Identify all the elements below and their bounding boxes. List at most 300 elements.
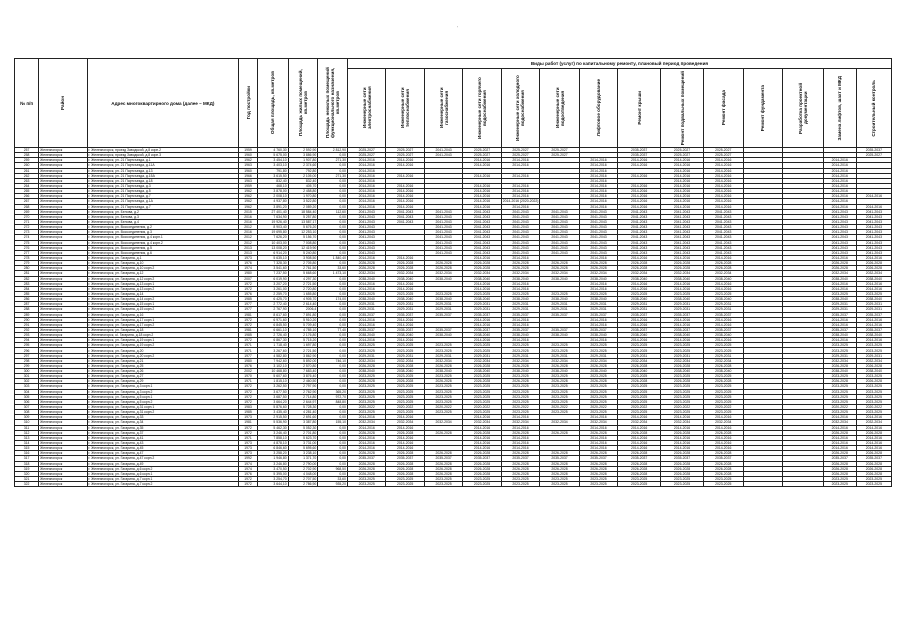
cell-row-num: 282 (15, 276, 39, 281)
cell-elec: 2038-2040 (347, 276, 385, 281)
cell-heat: 2014-2016 (386, 158, 424, 163)
cell-hotwater: 2014-2016 (463, 286, 501, 291)
cell-control: 2014-2016 (856, 338, 891, 343)
cell-area-nonres: 0,00 (318, 168, 348, 173)
cell-hotwater: 2014-2016 (463, 322, 501, 327)
cell-meters: 2014-2016 (823, 286, 856, 291)
cell-control: 2026-2028 (856, 363, 891, 368)
cell-meters: 2026-2028 (823, 363, 856, 368)
cell-row-num: 272 (15, 225, 39, 230)
cell-lift: 2014-2016 (579, 204, 617, 209)
cell-area-res: 2 570,80 (288, 363, 318, 368)
col-gas-header (424, 69, 462, 148)
cell-coldwater: 2041-2043 (501, 250, 539, 255)
cell-area: 7 237,50 (257, 271, 288, 276)
cell-year: 1980 (239, 271, 258, 276)
cell-row-num: 315 (15, 446, 39, 451)
cell-area-res: 2 089,20 (288, 204, 318, 209)
cell-coldwater: 2014-2016 (501, 173, 539, 178)
cell-year: 1972 (239, 425, 258, 430)
cell-address: г. Железногорск, ул. 21 Партсъезда, д.5 (87, 189, 239, 194)
cell-hotwater: 2038-2040 (463, 333, 501, 338)
cell-hotwater: 2035-2037 (463, 312, 501, 317)
cell-elec: 2023-2025 (347, 399, 385, 404)
cell-control: 2041-2043 (856, 219, 891, 224)
cell-area: 2 915,50 (257, 415, 288, 420)
col-lift-header (579, 69, 617, 148)
cell-heat: 2014-2016 (386, 415, 424, 420)
cell-coldwater: 2026-2028 (501, 266, 539, 271)
cell-lift: 2014-2016 (579, 338, 617, 343)
cell-row-num: 290 (15, 317, 39, 322)
cell-gas: 2026-2028 (424, 363, 462, 368)
cell-elec: 2026-2028 (347, 363, 385, 368)
cell-hotwater: 2032-2034 (463, 420, 501, 425)
cell-elec: 2014-2016 (347, 446, 385, 451)
cell-area-res: 3 876,40 (288, 374, 318, 379)
cell-coldwater: 2029-2031 (501, 307, 539, 312)
cell-control: 2038-2040 (856, 369, 891, 374)
cell-district: Железногорск (39, 322, 87, 327)
cell-control: 2029-2031 (856, 302, 891, 307)
cell-lift: 2014-2016 (579, 317, 617, 322)
cell-meters: 2023-2025 (823, 482, 856, 487)
cell-area-nonres: 0,00 (318, 204, 348, 209)
cell-district: Железногорск (39, 353, 87, 358)
cell-roof: 2014-2016 (618, 194, 661, 199)
cell-district: Железногорск (39, 250, 87, 255)
cell-basement: 2023-2025 (661, 394, 704, 399)
cell-row-num: 264 (15, 183, 39, 188)
cell-area-res: 2 720,80 (288, 286, 318, 291)
cell-facade: 2023-2025 (703, 394, 743, 399)
col-area-nonres-label: Площадь нежилых помещений функционального назначения, кв.метров (325, 67, 341, 139)
cell-facade: 2032-2034 (703, 420, 743, 425)
cell-hotwater: 2032-2034 (463, 358, 501, 363)
cell-control: 2038-2040 (856, 276, 891, 281)
cell-area-nonres: 0,00 (318, 291, 348, 296)
cell-basement: 2041-2043 (661, 214, 704, 219)
cell-area-nonres: 1 473,10 (318, 271, 348, 276)
cell-row-num: 314 (15, 441, 39, 446)
cell-area: 1 718,40 (257, 343, 288, 348)
cell-area: 468,10 (257, 183, 288, 188)
cell-meters: 2014-2016 (823, 199, 856, 204)
cell-meters: 2026-2028 (823, 461, 856, 466)
cell-coldwater: 2041-2043 (501, 245, 539, 250)
cell-hotwater: 2026-2028 (463, 363, 501, 368)
cell-year: 1973 (239, 451, 258, 456)
cell-facade: 2029-2031 (703, 307, 743, 312)
cell-lift: 2041-2043 (579, 245, 617, 250)
cell-elec: 2014-2016 (347, 199, 385, 204)
cell-area-res: 2 702,90 (288, 466, 318, 471)
cell-row-num: 322 (15, 482, 39, 487)
col-sewer-label: Инженерные сети водоотведения (554, 87, 565, 129)
cell-lift: 2032-2034 (579, 358, 617, 363)
cell-area: 6 425,70 (257, 297, 288, 302)
cell-hotwater: 2014-2016 (463, 446, 501, 451)
cell-sewer: 2026-2028 (540, 379, 580, 384)
cell-area-nonres: 0,00 (318, 410, 348, 415)
cell-sewer: 2026-2028 (540, 266, 580, 271)
cell-area-res: 3 387,80 (288, 420, 318, 425)
col-area-res-header (288, 59, 318, 148)
cell-lift: 2023-2025 (579, 394, 617, 399)
cell-basement: 2032-2034 (661, 271, 704, 276)
cell-area-nonres: 0,00 (318, 425, 348, 430)
cell-meters: 2014-2016 (823, 425, 856, 430)
cell-gas: 2035-2037 (424, 456, 462, 461)
cell-coldwater: 2041-2043 (501, 230, 539, 235)
cell-control: 2014-2016 (856, 281, 891, 286)
cell-heat: 2026-2028 (386, 261, 424, 266)
cell-gas: 2035-2037 (424, 327, 462, 332)
cell-meters: 2014-2016 (823, 163, 856, 168)
cell-area-nonres: 0,00 (318, 405, 348, 410)
cell-roof: 2026-2028 (618, 266, 661, 271)
col-heat-label: Инженерные сети теплоснабжения (400, 87, 411, 129)
cell-gas: 2035-2037 (424, 312, 462, 317)
cell-heat: 2014-2016 (386, 441, 424, 446)
cell-control: 2029-2031 (856, 353, 891, 358)
cell-lift: 2041-2043 (579, 225, 617, 230)
cell-area: 4 760,30 (257, 148, 288, 153)
cell-lift: 2026-2028 (579, 461, 617, 466)
cell-heat: 2026-2028 (386, 363, 424, 368)
cell-elec: 2041-2043 (347, 240, 385, 245)
cell-gas: 2023-2025 (424, 389, 462, 394)
cell-roof: 2026-2028 (618, 466, 661, 471)
cell-address: г. Железногорск, ул. Гагарина, д.47 (87, 451, 239, 456)
cell-area: 6 019,90 (257, 276, 288, 281)
col-roof-header (618, 69, 661, 148)
cell-address: г. Железногорск, ул. Белова, д.4 (87, 219, 239, 224)
cell-roof: 2023-2025 (618, 389, 661, 394)
cell-basement: 2038-2040 (661, 369, 704, 374)
cell-coldwater: 2014-2016 (501, 189, 539, 194)
cell-elec: 2026-2028 (347, 379, 385, 384)
cell-elec: 2032-2034 (347, 420, 385, 425)
cell-basement: 2025-2027 (661, 148, 704, 153)
cell-coldwater: 2020-2022 (501, 405, 539, 410)
cell-heat: 2032-2034 (386, 271, 424, 276)
cell-area-nonres: 0,00 (318, 312, 348, 317)
cell-facade: 2032-2034 (703, 358, 743, 363)
cell-area-res: 3 908,50 (288, 255, 318, 260)
cell-heat: 2014-2016 (386, 322, 424, 327)
cell-district: Железногорск (39, 338, 87, 343)
cell-gas: 2023-2025 (424, 348, 462, 353)
cell-heat: 2026-2028 (386, 430, 424, 435)
cell-district: Железногорск (39, 384, 87, 389)
cell-area-nonres: 746,10 (318, 358, 348, 363)
cell-year: 1972 (239, 482, 258, 487)
cell-sewer: 2032-2034 (540, 358, 580, 363)
cell-area: 8 617,60 (257, 312, 288, 317)
cell-elec: 2029-2031 (347, 353, 385, 358)
cell-roof: 2014-2016 (618, 281, 661, 286)
cell-lift: 2023-2025 (579, 477, 617, 482)
cell-roof: 2014-2016 (618, 173, 661, 178)
cell-area-nonres: 0,00 (318, 281, 348, 286)
cell-year: 1973 (239, 255, 258, 260)
cell-hotwater: 2023-2025 (463, 374, 501, 379)
cell-hotwater: 2041-2043 (463, 245, 501, 250)
cell-coldwater: 2023-2025 (501, 374, 539, 379)
cell-coldwater: 2038-2040 (501, 333, 539, 338)
cell-heat: 2014-2016 (386, 173, 424, 178)
cell-hotwater: 2023-2025 (463, 394, 501, 399)
cell-address: г. Железногорск, ул. Гагарина, д.17 корп.2 (87, 322, 239, 327)
cell-basement: 2038-2040 (661, 297, 704, 302)
cell-basement: 2014-2016 (661, 286, 704, 291)
cell-meters: 2035-2037 (823, 327, 856, 332)
cell-area: 27 401,40 (257, 209, 288, 214)
cell-control: 2035-2037 (856, 327, 891, 332)
cell-district: Железногорск (39, 168, 87, 173)
cell-district: Железногорск (39, 281, 87, 286)
cell-area: 5 536,90 (257, 420, 288, 425)
cell-elec: 2038-2040 (347, 297, 385, 302)
cell-roof: 2032-2034 (618, 271, 661, 276)
cell-area-nonres: 0,00 (318, 322, 348, 327)
cell-district: Железногорск (39, 302, 87, 307)
cell-roof: 2014-2016 (618, 199, 661, 204)
cell-row-num: 316 (15, 451, 39, 456)
cell-lift: 2014-2016 (579, 435, 617, 440)
cell-meters: 2023-2025 (823, 384, 856, 389)
cell-district: Железногорск (39, 219, 87, 224)
cell-sewer: 2029-2031 (540, 302, 580, 307)
cell-sewer: 2038-2040 (540, 369, 580, 374)
cell-sewer: 2041-2043 (540, 240, 580, 245)
cell-district: Железногорск (39, 312, 87, 317)
cell-lift: 2041-2043 (579, 209, 617, 214)
cell-district: Железногорск (39, 178, 87, 183)
cell-roof: 2023-2025 (618, 348, 661, 353)
cell-heat: 2026-2028 (386, 451, 424, 456)
col-roof-label: Ремонт крыши (636, 91, 642, 125)
cell-gas: 2038-2040 (424, 369, 462, 374)
cell-area-nonres: 0,00 (318, 379, 348, 384)
cell-year: 1972 (239, 281, 258, 286)
cell-control: 2023-2025 (856, 399, 891, 404)
cell-area-res: 2 797,90 (288, 384, 318, 389)
col-foundation-header (743, 69, 783, 148)
cell-roof: 2035-2037 (618, 153, 661, 158)
cell-area: 5 876,60 (257, 405, 288, 410)
cell-area-nonres: 0,00 (318, 374, 348, 379)
cell-area-nonres: 0,00 (318, 430, 348, 435)
cell-heat: 2026-2028 (386, 266, 424, 271)
cell-elec: 2023-2025 (347, 343, 385, 348)
cell-area-res: 2 705,80 (288, 261, 318, 266)
cell-district: Железногорск (39, 209, 87, 214)
cell-hotwater: 2026-2028 (463, 430, 501, 435)
cell-address: г. Железногорск, ул. 21 Партсъезда, д.1А (87, 199, 239, 204)
cell-coldwater: 2026-2028 (501, 363, 539, 368)
cell-meters: 2014-2016 (823, 435, 856, 440)
cell-year: 1972 (239, 317, 258, 322)
cell-sewer: 2023-2025 (540, 394, 580, 399)
cell-area-nonres: 174,00 (318, 297, 348, 302)
cell-meters: 2014-2016 (823, 446, 856, 451)
cell-heat: 2020-2022 (386, 405, 424, 410)
cell-facade: 2014-2016 (703, 281, 743, 286)
cell-row-num: 305 (15, 394, 39, 399)
cell-gas: 2026-2028 (424, 461, 462, 466)
cell-area-res: 2006,4 (288, 307, 318, 312)
cell-roof: 2014-2016 (618, 435, 661, 440)
col-gas-label: Инженерные сети газоснабжения (438, 87, 449, 129)
cell-year: 1960 (239, 168, 258, 173)
cell-hotwater: 2023-2025 (463, 384, 501, 389)
cell-area-res: 2 458,80 (288, 189, 318, 194)
cell-district: Железногорск (39, 369, 87, 374)
cell-year: 1973 (239, 415, 258, 420)
cell-address: г. Железногорск, ул. 21 Партсъезда, д.7 (87, 204, 239, 209)
cell-control: 2038-2040 (856, 333, 891, 338)
cell-hotwater: 2025-2027 (463, 153, 501, 158)
cell-control: 2023-2025 (856, 477, 891, 482)
cell-basement: 2014-2016 (661, 189, 704, 194)
cell-meters: 2041-2043 (823, 245, 856, 250)
cell-hotwater: 2014-2016 (463, 194, 501, 199)
cell-row-num: 283 (15, 281, 39, 286)
cell-hotwater: 2041-2043 (463, 240, 501, 245)
cell-facade: 2014-2016 (703, 322, 743, 327)
cell-gas: 2023-2025 (424, 482, 462, 487)
cell-area-nonres: 0,00 (318, 261, 348, 266)
cell-lift: 2026-2028 (579, 379, 617, 384)
cell-sewer: 2023-2025 (540, 482, 580, 487)
cell-meters: 2014-2016 (823, 338, 856, 343)
cell-elec: 2041-2043 (347, 235, 385, 240)
col-elec-label: Инженерные сети электроснабжения (361, 86, 372, 130)
cell-area: 3 677,50 (257, 389, 288, 394)
col-lift-label: Лифтовое оборудование (596, 79, 601, 137)
cell-control: 2026-2028 (856, 466, 891, 471)
cell-area-nonres: 935,20 (318, 482, 348, 487)
cell-row-num: 259 (15, 158, 39, 163)
cell-district: Железногорск (39, 261, 87, 266)
cell-meters: 2035-2037 (823, 456, 856, 461)
cell-area: 10 403,00 (257, 240, 288, 245)
cell-facade: 2032-2034 (703, 271, 743, 276)
cell-gas: 2032-2034 (424, 358, 462, 363)
cell-area: 3 207,20 (257, 281, 288, 286)
cell-control: 2023-2025 (856, 343, 891, 348)
cell-basement: 2038-2040 (661, 333, 704, 338)
cell-area: 6 867,30 (257, 338, 288, 343)
cell-facade: 2041-2043 (703, 235, 743, 240)
cell-facade: 2041-2043 (703, 240, 743, 245)
cell-year: 1959 (239, 148, 258, 153)
cell-sewer: 2026-2028 (540, 363, 580, 368)
cell-area-res: 2 176,80 (288, 333, 318, 338)
col-design-header (783, 69, 824, 148)
cell-roof: 2032-2034 (618, 358, 661, 363)
cell-area: 3 891,20 (257, 204, 288, 209)
cell-sewer: 2026-2028 (540, 430, 580, 435)
cell-year: 2012 (239, 235, 258, 240)
cell-year: 1973 (239, 446, 258, 451)
cell-roof: 2014-2016 (618, 183, 661, 188)
cell-district: Железногорск (39, 230, 87, 235)
cell-address: г. Железногорск, ул. Гагарина, д.37 (87, 430, 239, 435)
cell-basement: 2023-2025 (661, 291, 704, 296)
cell-hotwater: 2023-2025 (463, 348, 501, 353)
cell-address: г. Железногорск, ул. Гагарина, д.49 (87, 461, 239, 466)
cell-meters: 2023-2025 (823, 410, 856, 415)
cell-area-res: 2 721,50 (288, 281, 318, 286)
cell-heat: 2029-2031 (386, 307, 424, 312)
cell-year: 1983 (239, 405, 258, 410)
cell-district: Железногорск (39, 415, 87, 420)
cell-coldwater: 2026-2028 (501, 430, 539, 435)
cell-row-num: 262 (15, 173, 39, 178)
cell-meters: 2041-2043 (823, 240, 856, 245)
cell-address: г. Железногорск, ул. 21 Партсъезда, д.15А (87, 173, 239, 178)
cell-hotwater: 2041-2043 (463, 250, 501, 255)
cell-meters: 2029-2031 (823, 307, 856, 312)
cell-year: 2016 (239, 230, 258, 235)
cell-coldwater: 2038-2040 (501, 276, 539, 281)
cell-gas: 2026-2028 (424, 430, 462, 435)
cell-row-num: 265 (15, 189, 39, 194)
cell-sewer: 2026-2028 (540, 466, 580, 471)
table-body (15, 148, 892, 487)
cell-hotwater: 2026-2028 (463, 466, 501, 471)
cell-facade: 2026-2028 (703, 466, 743, 471)
cell-hotwater: 2014-2016 (463, 199, 501, 204)
cell-area-res: 4 297,30 (288, 276, 318, 281)
cell-lift: 2014-2016 (579, 441, 617, 446)
cell-sewer: 2023-2025 (540, 348, 580, 353)
cell-year: 2002 (239, 369, 258, 374)
cell-basement: 2035-2037 (661, 456, 704, 461)
cell-hotwater: 2023-2025 (463, 343, 501, 348)
cell-row-num: 306 (15, 399, 39, 404)
cell-coldwater: 2014-2016 (501, 183, 539, 188)
cell-lift: 2032-2034 (579, 420, 617, 425)
cell-meters: 2041-2043 (823, 250, 856, 255)
cell-elec: 2041-2043 (347, 250, 385, 255)
cell-basement: 2041-2043 (661, 235, 704, 240)
cell-hotwater: 2041-2043 (463, 214, 501, 219)
cell-basement: 2041-2043 (661, 245, 704, 250)
cell-elec: 2025-2027 (347, 148, 385, 153)
cell-roof: 2026-2028 (618, 379, 661, 384)
cell-basement: 2026-2028 (661, 471, 704, 476)
cell-roof: 2029-2031 (618, 307, 661, 312)
cell-sewer: 2041-2043 (540, 214, 580, 219)
cell-hotwater: 2020-2022 (463, 405, 501, 410)
cell-roof: 2029-2031 (618, 302, 661, 307)
cell-lift: 2035-2037 (579, 312, 617, 317)
cell-control: 2014-2016 (856, 415, 891, 420)
cell-control: 2041-2043 (856, 214, 891, 219)
cell-district: Железногорск (39, 225, 87, 230)
cell-heat: 2023-2025 (386, 389, 424, 394)
cell-sewer: 2035-2037 (540, 312, 580, 317)
cell-basement: 2014-2016 (661, 199, 704, 204)
cell-area-res: 405,70 (288, 183, 318, 188)
cell-row-num: 308 (15, 410, 39, 415)
cell-sewer: 2026-2028 (540, 261, 580, 266)
cell-facade: 2014-2016 (703, 189, 743, 194)
